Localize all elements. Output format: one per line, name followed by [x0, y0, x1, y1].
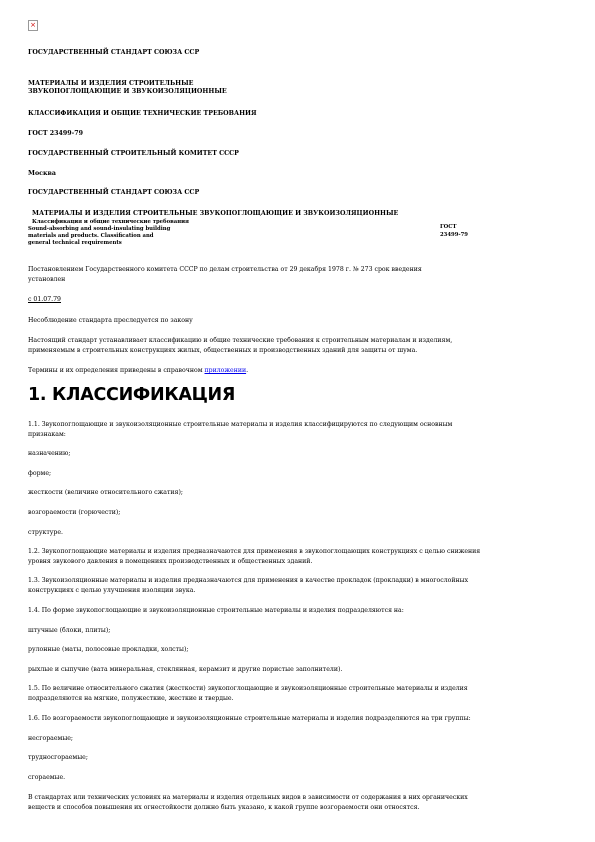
- clause-1-6-note: В стандартах или технических условиях на материалы и изделия отдельных видов в зависимости от содержания в них органических веществ и способов повышения их огнестойкости должно быть указано, к какой группе возгораемости они относятся.: [28, 794, 468, 811]
- list-item: трудносгораемые;: [28, 754, 88, 761]
- title-block-gost-label: ГОСТ: [440, 224, 457, 230]
- list-item: рыхлые и сыпучие (вата минеральная, стеклянная, керамзит и другие пористые заполнители).: [28, 666, 343, 673]
- title-block-en-line-2: materials and products. Classification and: [28, 233, 154, 239]
- title-block-en-line-3: general technical requirements: [28, 240, 122, 246]
- list-item: рулонные (маты, полосовые прокладки, холсты);: [28, 646, 189, 653]
- penalty-notice: Несоблюдение стандарта преследуется по закону: [28, 317, 193, 324]
- list-item: штучные (блоки, плиты);: [28, 627, 111, 634]
- title-block-ru-subtitle: Классификация и общие технические требования: [32, 219, 189, 225]
- state-standard-heading-2: ГОСУДАРСТВЕННЫЙ СТАНДАРТ СОЮЗА ССР: [28, 189, 200, 196]
- list-item: форме;: [28, 470, 52, 477]
- clause-1-3: 1.3. Звукоизоляционные материалы и изделия предназначаются для применения в качестве прокладок (прокладки) в многослойных конструкциях с целью улучшения изоляции звука.: [28, 577, 469, 594]
- title-block-main: МАТЕРИАЛЫ И ИЗДЕЛИЯ СТРОИТЕЛЬНЫЕ ЗВУКОПОГЛОЩАЮЩИЕ И ЗВУКОИЗОЛЯЦИОННЫЕ: [32, 210, 399, 217]
- terms-paragraph: Термины и их определения приведены в справочном приложении.: [28, 367, 249, 374]
- clause-1-6: 1.6. По возгораемости звукопоглощающие и звукоизоляционные строительные материалы и изделия подразделяются на три группы:: [28, 715, 471, 722]
- clause-1-4: 1.4. По форме звукопоглощающие и звукоизоляционные строительные материалы и изделия подразделяются на:: [28, 607, 404, 614]
- effective-date: с 01.07.79: [28, 296, 61, 303]
- scope-paragraph: Настоящий стандарт устанавливает классификацию и общие технические требования к строительным материалам и изделиям, применяемым в строительных конструкциях жилых, общественных и производственных зданий для защиты от шума.: [28, 337, 453, 354]
- gost-number: ГОСТ 23499-79: [28, 130, 84, 137]
- document-title-line-2: ЗВУКОПОГЛОЩАЮЩИЕ И ЗВУКОИЗОЛЯЦИОННЫЕ: [28, 88, 227, 95]
- list-item: структуре.: [28, 529, 64, 536]
- broken-image-icon: ×: [28, 20, 38, 31]
- list-item: возгораемости (горючести);: [28, 509, 121, 516]
- committee-name: ГОСУДАРСТВЕННЫЙ СТРОИТЕЛЬНЫЙ КОМИТЕТ СССР: [28, 150, 239, 157]
- appendix-link[interactable]: приложении: [204, 367, 247, 374]
- list-item: назначению;: [28, 450, 71, 457]
- document-subtitle: КЛАССИФИКАЦИЯ И ОБЩИЕ ТЕХНИЧЕСКИЕ ТРЕБОВАНИЯ: [28, 110, 257, 117]
- clause-1-2: 1.2. Звукопоглощающие материалы и изделия предназначаются для применения в звукопоглощающих конструкциях с целью снижения уровня звукового давления в помещениях производственных и общественных зданий.: [28, 548, 481, 565]
- clause-1-1: 1.1. Звукопоглощающие и звукоизоляционные строительные материалы и изделия классифицируются по следующим основным признакам:: [28, 421, 453, 438]
- section-heading-classification: 1. КЛАССИФИКАЦИЯ: [28, 385, 236, 405]
- clause-1-5: 1.5. По величине относительного сжатия (жесткости) звукопоглощающие и звукоизоляционные строительные материалы и изделия подразделяются на мягкие, полужесткие, жесткие и твердые.: [28, 685, 468, 702]
- document-title-line-1: МАТЕРИАЛЫ И ИЗДЕЛИЯ СТРОИТЕЛЬНЫЕ: [28, 80, 194, 87]
- state-standard-heading: ГОСУДАРСТВЕННЫЙ СТАНДАРТ СОЮЗА ССР: [28, 49, 200, 56]
- title-block-en-line-1: Sound-absorbing and sound-insulating building: [28, 226, 171, 232]
- list-item: несгораемые;: [28, 735, 74, 742]
- list-item: жесткости (величине относительного сжатия);: [28, 489, 183, 496]
- city-name: Москва: [28, 170, 57, 177]
- title-block-gost-number: 23499-79: [440, 232, 468, 238]
- decree-text: Постановлением Государственного комитета СССР по делам строительства от 29 декабря 1978 г. № 273 срок введения установлен: [28, 266, 422, 283]
- list-item: сгораемые.: [28, 774, 66, 781]
